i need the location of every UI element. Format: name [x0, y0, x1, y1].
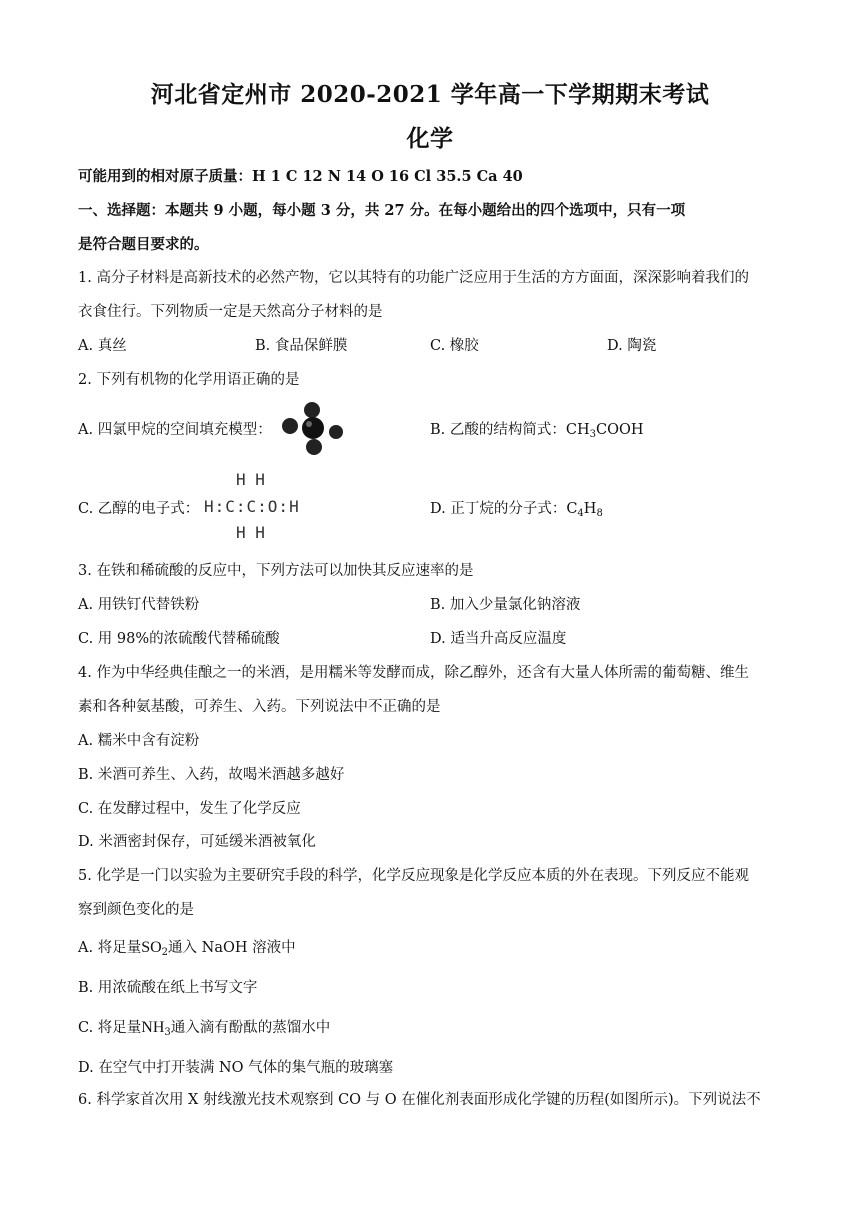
q1-option-d: D. 陶瓷: [607, 338, 657, 354]
q1-option-c: C. 橡胶: [430, 338, 479, 354]
q2-option-c: C. 乙醇的电子式：: [78, 501, 200, 517]
q5-option-d: D. 在空气中打开装满 NO 气体的集气瓶的玻璃塞: [78, 1060, 394, 1076]
q3-stem: 3. 在铁和稀硫酸的反应中，下列方法可以加快其反应速率的是: [78, 563, 474, 579]
q4-stem-line2: 素和各种氨基酸，可养生、入药。下列说法中不正确的是: [78, 699, 441, 715]
q4-stem-line1: 4. 作为中华经典佳酿之一的米酒，是用糯米等发酵而成，除乙醇外，还含有大量人体所需的葡萄糖、维生: [78, 665, 749, 681]
q1-option-a: A. 真丝: [78, 338, 127, 354]
section-heading-line1: 一、选择题：本题共 9 小题，每小题 3 分，共 27 分。在每小题给出的四个选项中，只有一项: [78, 202, 686, 219]
electron-formula-bottom: H H: [236, 523, 265, 542]
q1-stem-line2: 衣食住行。下列物质一定是天然高分子材料的是: [78, 304, 383, 320]
q4-option-b: B. 米酒可养生、入药，故喝米酒越多越好: [78, 767, 345, 783]
q1-option-b: B. 食品保鲜膜: [255, 338, 348, 354]
q6-stem-line1: 6. 科学家首次用 X 射线激光技术观察到 CO 与 O 在催化剂表面形成化学键的历程(如图所示)。下列说法不: [78, 1092, 761, 1108]
q4-option-a: A. 糯米中含有淀粉: [78, 733, 200, 749]
q5-option-c: C. 将足量$NH_3$通入滴有酚酞的蒸馏水中: [78, 1019, 331, 1038]
exam-title: 河北省定州市 2020-2021 学年高一下学期期末考试: [150, 81, 710, 108]
q4-option-c: C. 在发酵过程中，发生了化学反应: [78, 801, 301, 817]
q5-option-b: B. 用浓硫酸在纸上书写文字: [78, 980, 258, 996]
ccl4-space-filling-model-icon: [276, 400, 348, 456]
q5-stem-line2: 察到颜色变化的是: [78, 902, 194, 918]
q2-option-a: A. 四氯甲烷的空间填充模型：: [78, 422, 272, 438]
electron-formula-top: H H: [236, 470, 265, 489]
electron-formula-middle: H:C:C:O:H: [204, 497, 300, 516]
q4-option-d: D. 米酒密封保存，可延缓米酒被氧化: [78, 834, 316, 850]
q2-option-b: B. 乙酸的结构简式：$CH_3COOH$: [430, 422, 644, 440]
q5-stem-line1: 5. 化学是一门以实验为主要研究手段的科学，化学反应现象是化学反应本质的外在表现。下列反应不能观: [78, 868, 749, 884]
atomic-masses: 可能用到的相对原子质量：H 1 C 12 N 14 O 16 Cl 35.5 Ca 40: [78, 168, 523, 185]
q2-stem: 2. 下列有机物的化学用语正确的是: [78, 372, 300, 388]
q3-option-d: D. 适当升高反应温度: [430, 631, 567, 647]
ethanol-electron-formula: [204, 470, 344, 542]
q3-option-b: B. 加入少量氯化钠溶液: [430, 597, 581, 613]
q5-option-a: A. 将足量$SO_2$通入 NaOH 溶液中: [78, 939, 296, 958]
q1-stem-line1: 1. 高分子材料是高新技术的必然产物，它以其特有的功能广泛应用于生活的方方面面，深深影响着我们的: [78, 270, 749, 286]
q3-option-c: C. 用 98%的浓硫酸代替稀硫酸: [78, 631, 280, 647]
subject-title: 化学: [406, 125, 454, 152]
section-heading-line2: 是符合题目要求的。: [78, 236, 209, 253]
q2-option-d: D. 正丁烷的分子式：$C_4H_8$: [430, 501, 603, 519]
q3-option-a: A. 用铁钉代替铁粉: [78, 597, 200, 613]
